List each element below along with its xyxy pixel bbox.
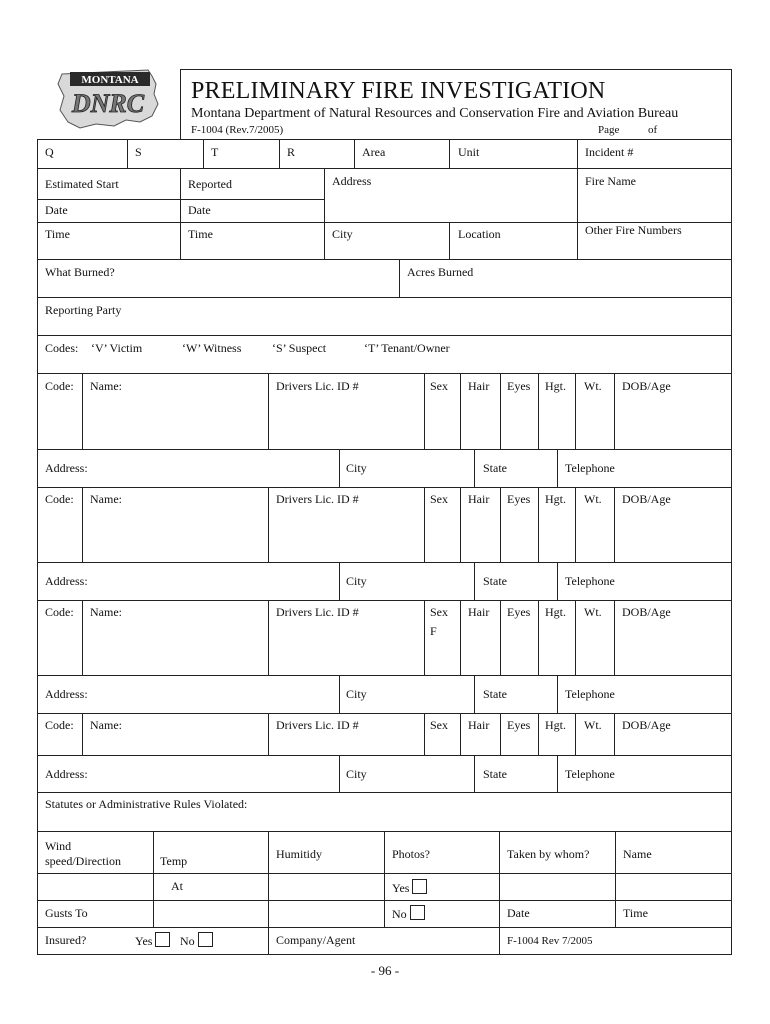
company-agent-label: Company/Agent <box>276 933 356 947</box>
what-burned-label: What Burned? <box>45 265 115 279</box>
time-label: Time <box>623 906 648 920</box>
code-witness: ‘W’ Witness <box>182 341 242 355</box>
person4-city-label: City <box>346 767 367 781</box>
speed-direction-label: speed/Direction <box>45 854 121 868</box>
person4-dob-label: DOB/Age <box>622 718 671 732</box>
photos-yes-checkbox[interactable] <box>412 879 427 894</box>
person1-eyes-label: Eyes <box>507 379 531 393</box>
person2-wt-label: Wt. <box>584 492 602 506</box>
photos-no-checkbox[interactable] <box>410 905 425 920</box>
form-subtitle: Montana Department of Natural Resources and Conservation Fire and Aviation Bureau <box>191 106 679 121</box>
person3-city-label: City <box>346 687 367 701</box>
form-title: PRELIMINARY FIRE INVESTIGATION <box>191 78 606 104</box>
r-field-label: R <box>287 145 296 159</box>
s-field-label: S <box>135 145 142 159</box>
person3-hair-label: Hair <box>468 605 490 619</box>
humidity-label: Humitidy <box>276 847 323 861</box>
person3-code-label: Code: <box>45 605 74 619</box>
reported-date-label: Date <box>188 203 211 217</box>
incident-number-label: Incident # <box>585 145 634 159</box>
form-revision-label: F-1004 Rev 7/2005 <box>507 935 593 947</box>
location-label: Location <box>458 227 501 241</box>
person1-name-label: Name: <box>90 379 122 393</box>
temp-label: Temp <box>160 854 188 868</box>
code-suspect: ‘S’ Suspect <box>272 341 327 355</box>
wind-label: Wind <box>45 839 72 853</box>
person3-dob-label: DOB/Age <box>622 605 671 619</box>
address-label: Address <box>332 174 372 188</box>
insured-yes-checkbox[interactable] <box>155 932 170 947</box>
person4-sex-label: Sex <box>430 718 448 732</box>
person1-address-label: Address: <box>45 461 88 475</box>
person4-telephone-label: Telephone <box>565 767 615 781</box>
name-label: Name <box>623 847 652 861</box>
reported-time-label: Time <box>188 227 213 241</box>
date-label: Date <box>507 906 530 920</box>
person2-hgt-label: Hgt. <box>545 492 566 506</box>
person2-hair-label: Hair <box>468 492 490 506</box>
code-victim: ‘V’ Victim <box>91 341 143 355</box>
person3-drivers-label: Drivers Lic. ID # <box>276 605 359 619</box>
person2-city-label: City <box>346 574 367 588</box>
statutes-label: Statutes or Administrative Rules Violated: <box>45 797 248 811</box>
person1-dob-label: DOB/Age <box>622 379 671 393</box>
at-label: At <box>171 879 183 893</box>
person4-drivers-label: Drivers Lic. ID # <box>276 718 359 732</box>
person3-name-label: Name: <box>90 605 122 619</box>
person4-wt-label: Wt. <box>584 718 602 732</box>
person3-sex-label: Sex <box>430 605 448 619</box>
person3-telephone-label: Telephone <box>565 687 615 701</box>
svg-text:MONTANA: MONTANA <box>81 74 139 86</box>
person4-hgt-label: Hgt. <box>545 718 566 732</box>
insured-no-checkbox[interactable] <box>198 932 213 947</box>
q-field-label: Q <box>45 145 54 159</box>
code-tenant-owner: ‘T’ Tenant/Owner <box>364 341 450 355</box>
t-field-label: T <box>211 145 219 159</box>
taken-by-label: Taken by whom? <box>507 847 590 861</box>
person4-address-label: Address: <box>45 767 88 781</box>
person2-sex-label: Sex <box>430 492 448 506</box>
person2-name-label: Name: <box>90 492 122 506</box>
insured-no-option[interactable] <box>180 932 213 949</box>
person2-address-label: Address: <box>45 574 88 588</box>
page-number: - 96 - <box>370 963 400 978</box>
person1-code-label: Code: <box>45 379 74 393</box>
insured-yes-option[interactable] <box>135 932 170 949</box>
start-time-label: Time <box>45 227 70 241</box>
person3-sex-value: F <box>430 624 437 638</box>
photos-no-option[interactable] <box>392 905 425 922</box>
estimated-start-label: Estimated Start <box>45 177 119 191</box>
person3-eyes-label: Eyes <box>507 605 531 619</box>
person1-hair-label: Hair <box>468 379 490 393</box>
codes-label: Codes: <box>45 341 79 355</box>
person3-hgt-label: Hgt. <box>545 605 566 619</box>
person3-state-label: State <box>483 687 507 701</box>
person2-telephone-label: Telephone <box>565 574 615 588</box>
start-date-label: Date <box>45 203 68 217</box>
acres-burned-label: Acres Burned <box>407 265 474 279</box>
unit-field-label: Unit <box>458 145 480 159</box>
city-label: City <box>332 227 353 241</box>
person4-hair-label: Hair <box>468 718 490 732</box>
person2-drivers-label: Drivers Lic. ID # <box>276 492 359 506</box>
insured-yes-label: Yes <box>135 934 153 948</box>
photos-label: Photos? <box>392 847 431 861</box>
area-field-label: Area <box>362 145 386 159</box>
person2-state-label: State <box>483 574 507 588</box>
person4-code-label: Code: <box>45 718 74 732</box>
page-label: Page <box>598 124 620 136</box>
person2-dob-label: DOB/Age <box>622 492 671 506</box>
person1-sex-label: Sex <box>430 379 448 393</box>
fire-name-label: Fire Name <box>585 174 636 188</box>
person1-city-label: City <box>346 461 367 475</box>
person2-eyes-label: Eyes <box>507 492 531 506</box>
person1-drivers-label: Drivers Lic. ID # <box>276 379 359 393</box>
person3-wt-label: Wt. <box>584 605 602 619</box>
reported-label: Reported <box>188 177 232 191</box>
person1-telephone-label: Telephone <box>565 461 615 475</box>
insured-label: Insured? <box>45 933 87 947</box>
person1-state-label: State <box>483 461 507 475</box>
reporting-party-label: Reporting Party <box>45 303 122 317</box>
person1-wt-label: Wt. <box>584 379 602 393</box>
photos-no-label: No <box>392 907 407 921</box>
other-fire-numbers-label: Other Fire Numbers <box>585 223 682 237</box>
form-number: F-1004 (Rev.7/2005) <box>191 124 284 136</box>
of-label: of <box>648 124 658 136</box>
person1-hgt-label: Hgt. <box>545 379 566 393</box>
insured-no-label: No <box>180 934 195 948</box>
photos-yes-option[interactable] <box>392 879 427 896</box>
person4-name-label: Name: <box>90 718 122 732</box>
person4-eyes-label: Eyes <box>507 718 531 732</box>
person4-state-label: State <box>483 767 507 781</box>
person2-code-label: Code: <box>45 492 74 506</box>
dnrc-logo <box>56 66 160 136</box>
photos-yes-label: Yes <box>392 881 410 895</box>
person3-address-label: Address: <box>45 687 88 701</box>
gusts-to-label: Gusts To <box>45 906 88 920</box>
svg-text:DNRC: DNRC <box>71 89 145 118</box>
